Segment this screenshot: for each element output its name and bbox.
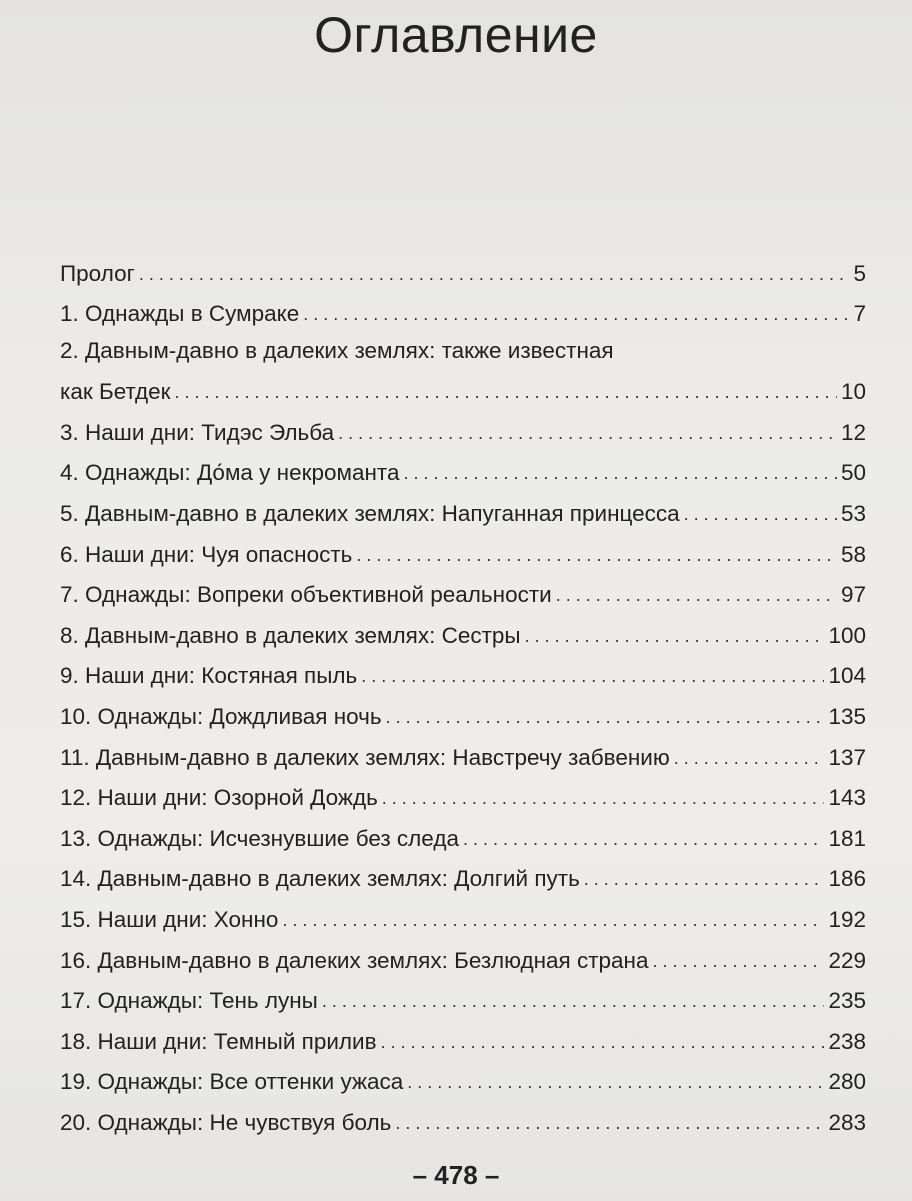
- dot-leader: [282, 913, 824, 927]
- toc-entry-page: 186: [828, 866, 866, 892]
- dot-leader: [322, 994, 825, 1008]
- toc-entry: [60, 608, 866, 649]
- toc-entry-page: 181: [828, 825, 866, 851]
- page-title: Оглавление: [314, 7, 598, 63]
- toc-entry: [60, 446, 866, 487]
- toc-entry: [60, 1014, 866, 1055]
- toc-entry-title: 15. Наши дни: Хонно: [60, 906, 279, 932]
- toc-entry-title: 6. Наши дни: Чуя опасность: [60, 541, 353, 567]
- dot-leader: [356, 548, 837, 562]
- table-of-contents: [60, 246, 866, 1136]
- toc-entry-title: 5. Давным-давно в далеких землях: Напуганная принцесса: [60, 500, 680, 526]
- toc-entry-page: 58: [840, 541, 866, 567]
- dot-leader: [386, 710, 825, 724]
- toc-entry-page: 10: [840, 379, 866, 405]
- toc-entry-page: 192: [828, 906, 866, 932]
- dot-leader: [556, 588, 837, 602]
- toc-entry: [60, 527, 866, 568]
- toc-entry-page: 7: [853, 301, 866, 327]
- toc-entry-page: 235: [828, 988, 866, 1014]
- toc-entry-title: 13. Однажды: Исчезнувшие без следа: [60, 825, 459, 851]
- toc-entry-title: 7. Однажды: Вопреки объективной реальности: [60, 582, 552, 608]
- toc-entry-title-continuation: как Бетдек: [60, 379, 171, 405]
- dot-leader: [674, 751, 825, 765]
- toc-entry-page: 53: [840, 500, 866, 526]
- toc-entry-title: 9. Наши дни: Костяная пыль: [60, 663, 358, 689]
- toc-entry-title: 2. Давным-давно в далеких землях: также известная: [60, 338, 614, 364]
- toc-entry-page: 143: [828, 785, 866, 811]
- toc-entry: [60, 486, 866, 527]
- toc-entry-title: 14. Давным-давно в далеких землях: Долгий путь: [60, 866, 580, 892]
- toc-entry-title: 3. Наши дни: Тидэс Эльба: [60, 419, 335, 445]
- toc-entry-title: Пролог: [60, 260, 135, 286]
- toc-entry: [60, 246, 866, 287]
- toc-entry-page: 238: [828, 1028, 866, 1054]
- toc-entry-page: 137: [828, 744, 866, 770]
- toc-entry-title: 12. Наши дни: Озорной Дождь: [60, 785, 378, 811]
- toc-entry: [60, 892, 866, 933]
- dot-leader: [407, 1075, 824, 1089]
- toc-entry-title: 1. Однажды в Сумраке: [60, 301, 300, 327]
- toc-entry-title: 16. Давным-давно в далеких землях: Безлюдная страна: [60, 947, 649, 973]
- toc-entry-title: 11. Давным-давно в далеких землях: Навстречу забвению: [60, 744, 670, 770]
- toc-entry: [60, 689, 866, 730]
- toc-entry: [60, 852, 866, 893]
- toc-entry-page: 135: [828, 703, 866, 729]
- dot-leader: [463, 832, 824, 846]
- toc-entry: [60, 649, 866, 690]
- toc-entry: [60, 974, 866, 1015]
- toc-entry: [60, 1095, 866, 1136]
- toc-entry: [60, 730, 866, 771]
- dot-leader: [338, 426, 837, 440]
- toc-entry-title: 20. Однажды: Не чувствуя боль: [60, 1109, 392, 1135]
- toc-entry-title: 19. Однажды: Все оттенки ужаса: [60, 1069, 404, 1095]
- dot-leader: [381, 1035, 825, 1049]
- dot-leader: [395, 1116, 824, 1130]
- toc-entry-page: 104: [828, 663, 866, 689]
- toc-entry-page: 50: [840, 460, 866, 486]
- toc-entry-title: 10. Однажды: Дождливая ночь: [60, 703, 382, 729]
- dot-leader: [139, 267, 850, 281]
- toc-entry: [60, 405, 866, 446]
- dot-leader: [652, 954, 824, 968]
- dot-leader: [361, 669, 824, 683]
- toc-entry-title: 17. Однажды: Тень луны: [60, 988, 318, 1014]
- toc-entry-page: 283: [828, 1109, 866, 1135]
- toc-entry: [60, 1055, 866, 1096]
- dot-leader: [403, 466, 837, 480]
- page-number: – 478 –: [412, 1160, 500, 1190]
- dot-leader: [525, 629, 825, 643]
- toc-entry: [60, 287, 866, 328]
- toc-entry: [60, 369, 866, 405]
- toc-entry: [60, 771, 866, 812]
- dot-leader: [382, 791, 825, 805]
- dot-leader: [175, 385, 837, 399]
- toc-entry-page: 5: [853, 260, 866, 286]
- toc-entry-page: 12: [840, 419, 866, 445]
- toc-entry-page: 229: [828, 947, 866, 973]
- toc-entry-title: 4. Однажды: До́ма у некроманта: [60, 460, 400, 486]
- toc-entry: [60, 811, 866, 852]
- toc-entry-page: 97: [840, 582, 866, 608]
- dot-leader: [584, 872, 825, 886]
- toc-entry: [60, 933, 866, 974]
- dot-leader: [303, 307, 849, 321]
- toc-entry: [60, 568, 866, 609]
- toc-entry-page: 100: [828, 622, 866, 648]
- toc-entry-title: 8. Давным-давно в далеких землях: Сестры: [60, 622, 521, 648]
- dot-leader: [684, 507, 837, 521]
- toc-entry-title: 18. Наши дни: Темный прилив: [60, 1028, 377, 1054]
- toc-entry-page: 280: [828, 1069, 866, 1095]
